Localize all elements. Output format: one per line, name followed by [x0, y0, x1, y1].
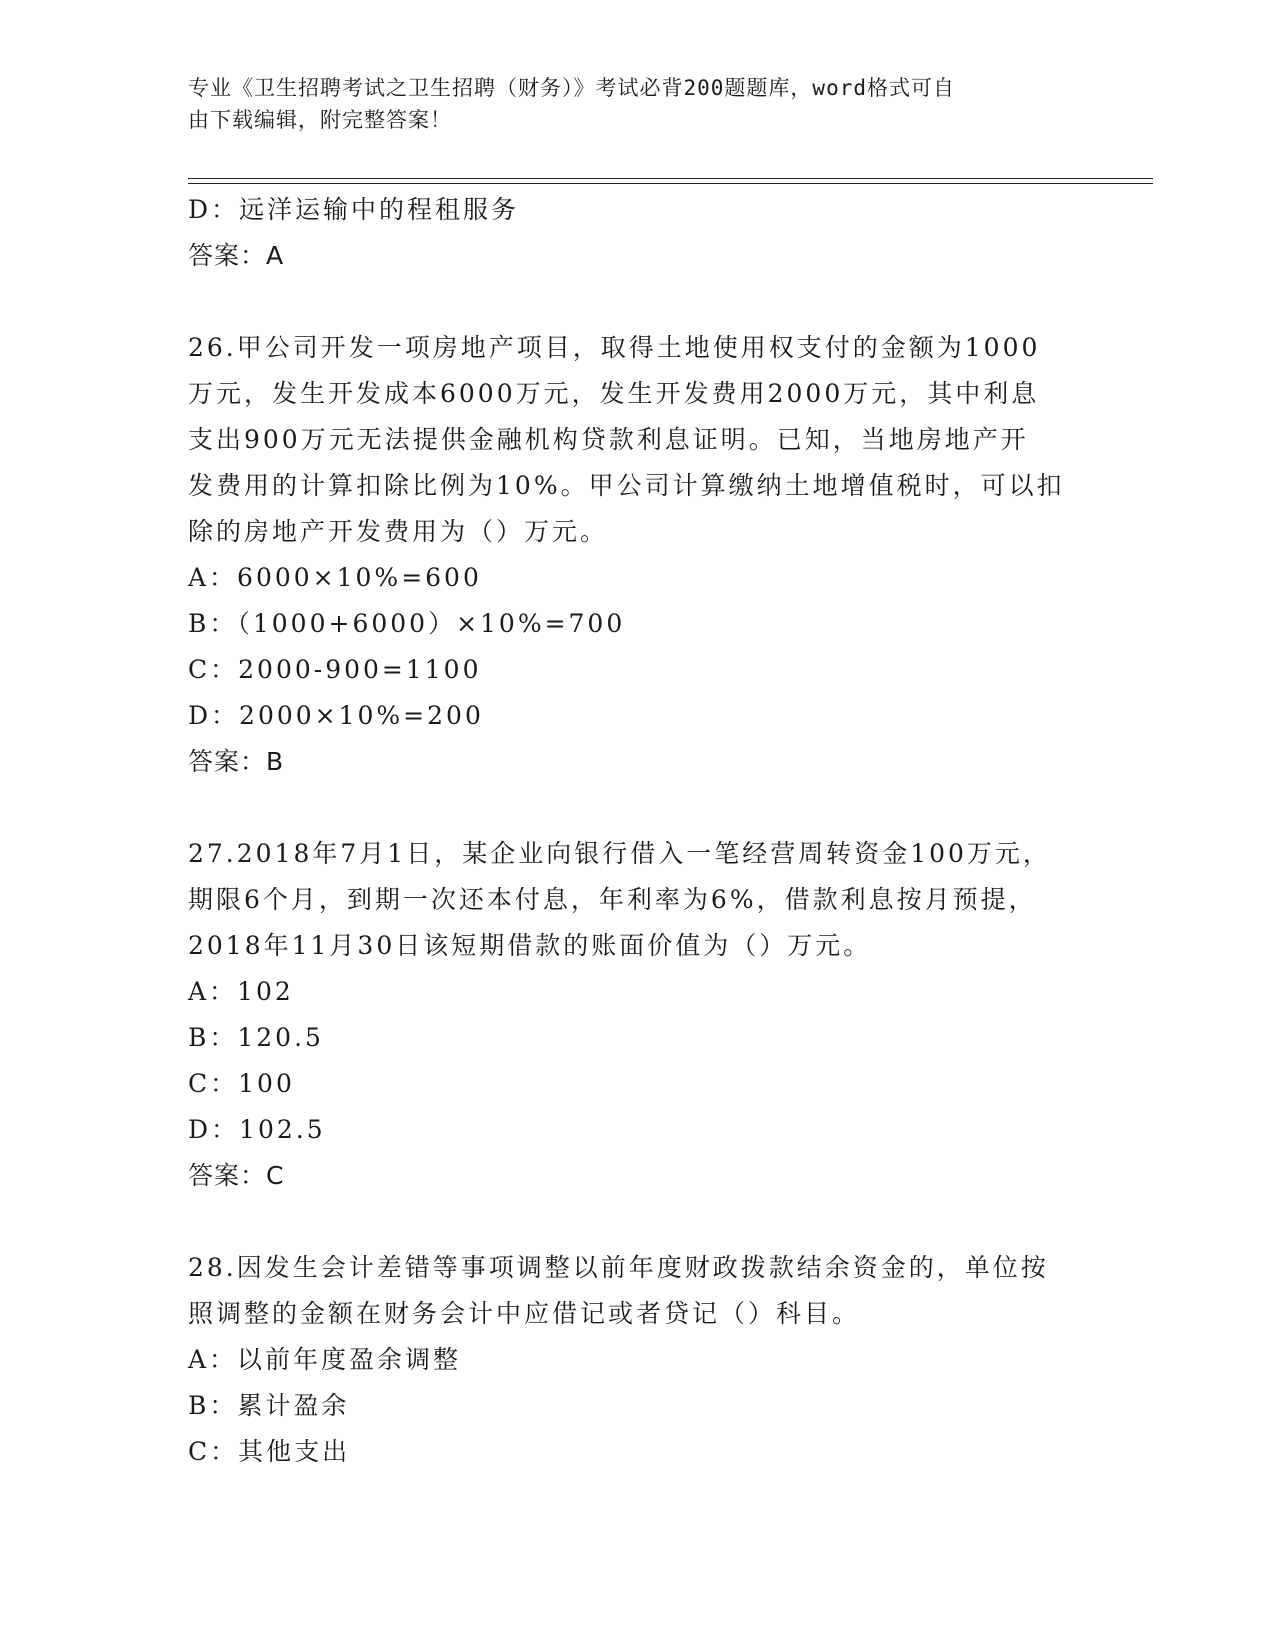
option-b: B：累计盈余: [188, 1391, 350, 1420]
question-stem-line: 照调整的金额在财务会计中应借记或者贷记（）科目。: [188, 1299, 861, 1328]
question-28: [188, 1245, 1088, 1475]
question-stem-line: 发费用的计算扣除比例为10%。甲公司计算缴纳土地增值税时，可以扣: [188, 471, 1065, 500]
question-stem-line: 期限6个月，到期一次还本付息，年利率为6%，借款利息按月预提，: [188, 885, 1037, 914]
question-26: [188, 325, 1088, 785]
option-d: D：2000×10%=200: [188, 701, 484, 730]
header-divider-bottom: [188, 183, 1153, 184]
answer-line: 答案：B: [188, 747, 285, 776]
question-stem-line: 28.因发生会计差错等事项调整以前年度财政拨款结余资金的，单位按: [188, 1253, 1049, 1282]
question-stem-line: 27.2018年7月1日，某企业向银行借入一笔经营周转资金100万元，: [188, 839, 1051, 868]
answer-line: 答案：C: [188, 1161, 285, 1190]
question-stem-line: 支出900万元无法提供金融机构贷款利息证明。已知，当地房地产开: [188, 425, 1029, 454]
header-divider-top: [188, 178, 1153, 179]
question-27: [188, 831, 1088, 1199]
option-d: D：远洋运输中的程租服务: [188, 195, 520, 224]
option-d: D：102.5: [188, 1115, 326, 1144]
option-a: A：以前年度盈余调整: [188, 1345, 462, 1374]
spacer: [188, 279, 1088, 325]
answer-line: 答案：A: [188, 241, 285, 270]
question-stem-line: 除的房地产开发费用为（）万元。: [188, 517, 609, 546]
document-header: [188, 72, 1088, 136]
question-stem-line: 2018年11月30日该短期借款的账面价值为（）万元。: [188, 931, 872, 960]
option-c: C：2000-900=1100: [188, 655, 482, 684]
option-a: A：6000×10%=600: [188, 563, 482, 592]
option-b: B：120.5: [188, 1023, 324, 1052]
header-line-1: 专业《卫生招聘考试之卫生招聘（财务）》考试必背200题题库，word格式可自: [188, 76, 955, 100]
option-c: C：100: [188, 1069, 295, 1098]
header-line-2: 由下载编辑，附完整答案！: [188, 108, 452, 132]
question-stem-line: 万元，发生开发成本6000万元，发生开发费用2000万元，其中利息: [188, 379, 1040, 408]
spacer: [188, 785, 1088, 831]
option-a: A：102: [188, 977, 294, 1006]
spacer: [188, 1199, 1088, 1245]
question-content: [188, 187, 1088, 1475]
question-stem-line: 26.甲公司开发一项房地产项目，取得土地使用权支付的金额为1000: [188, 333, 1041, 362]
option-c: C：其他支出: [188, 1437, 351, 1466]
option-b: B：（1000+6000）×10%=700: [188, 609, 626, 638]
